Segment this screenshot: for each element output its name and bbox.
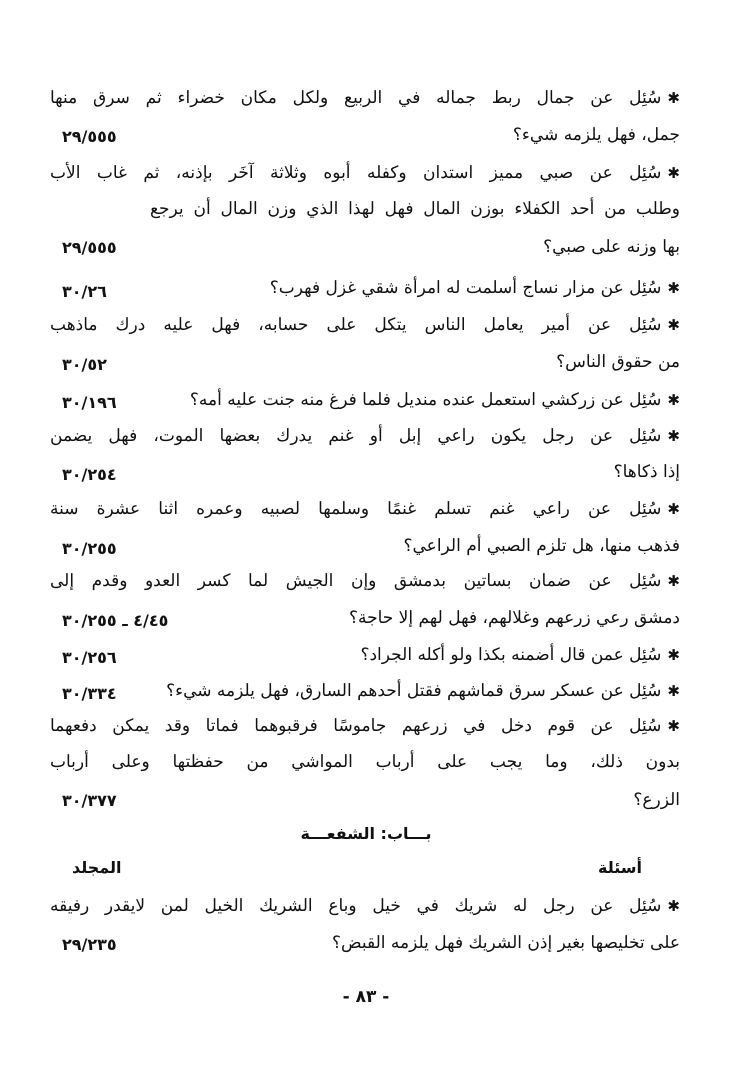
question-line: على تخليصها بغير إذن الشريك فهل يلزمه القبض؟ xyxy=(332,933,680,953)
volume-reference: ٣٠/٣٣٤ xyxy=(62,684,117,703)
question-line: ✱سُئِل عن ضمان بساتين بدمشق وإن الجيش لما كسر العدو وقدم إلى xyxy=(50,571,680,591)
question-line: إذا ذكاها؟ xyxy=(613,462,680,482)
volume-reference: ٣٠/١٩٦ xyxy=(62,393,117,412)
bullet-star-icon: ✱ xyxy=(667,391,680,409)
question-line: من حقوق الناس؟ xyxy=(556,352,680,372)
bullet-star-icon: ✱ xyxy=(667,646,680,664)
question-line: ✱سُئِل عن أمير يعامل الناس يتكل على حسابه، فهل عليه درك ماذهب xyxy=(50,315,680,335)
volume-reference: ٣٠/٢٥٥ xyxy=(62,539,117,558)
question-line: ✱سُئِل عن رجل يكون راعي إبل أو غنم يدرك بعضها الموت، فهل يضمن xyxy=(50,426,680,446)
volume-reference: ٤/٤٥ ـ ٣٠/٢٥٥ xyxy=(62,611,169,630)
question-line: ✱سُئِل عن عسكر سرق قماشهم فقتل أحدهم السارق، فهل يلزمه شيء؟ xyxy=(166,681,680,701)
page-number: - ٨٣ - xyxy=(342,987,390,1007)
volume-reference: ٢٩/٥٥٥ xyxy=(62,127,117,146)
bullet-star-icon: ✱ xyxy=(667,89,680,107)
question-line: جمل، فهل يلزمه شيء؟ xyxy=(512,125,680,145)
question-line: بدون ذلك، وما يجب على أرباب المواشي من حفظتها وعلى أرباب xyxy=(50,752,680,772)
bullet-star-icon: ✱ xyxy=(667,682,680,700)
questions-column-header: أسئلة xyxy=(598,858,642,877)
bullet-star-icon: ✱ xyxy=(667,164,680,182)
question-line: بها وزنه على صبي؟ xyxy=(543,237,680,257)
volume-reference: ٣٠/٥٢ xyxy=(62,355,107,374)
question-line: ✱سُئِل عن مزار نساج أسلمت له امرأة شقي غزل فهرب؟ xyxy=(269,278,680,298)
question-line: ✱سُئِل عن جمال ربط جماله في الربيع ولكل مكان خضراء ثم سرق منها xyxy=(50,88,680,108)
bullet-star-icon: ✱ xyxy=(667,279,680,297)
volume-reference: ٣٠/٢٥٦ xyxy=(62,648,117,667)
question-line: ✱سُئِل عمن قال أضمنه بكذا ولو أكله الجراد؟ xyxy=(360,645,680,665)
volume-reference: ٣٠/٢٥٤ xyxy=(62,465,117,484)
bullet-star-icon: ✱ xyxy=(667,717,680,735)
bullet-star-icon: ✱ xyxy=(667,316,680,334)
question-line: الزرع؟ xyxy=(633,790,680,810)
question-line: دمشق رعي زرعهم وغلالهم، فهل لهم إلا حاجة؟ xyxy=(348,608,680,628)
volume-reference: ٣٠/٣٧٧ xyxy=(62,791,117,810)
bullet-star-icon: ✱ xyxy=(667,427,680,445)
question-line: ✱سُئِل عن صبي مميز استدان وكفله أبوه وثلاثة آخَر بإذنه، ثم غاب الأب xyxy=(50,163,680,183)
question-line: ✱سُئِل عن قوم دخل في زرعهم جاموسًا فرقبوهما فماتا وقد يمكن دفعهما xyxy=(50,716,680,736)
bullet-star-icon: ✱ xyxy=(667,500,680,518)
volume-reference: ٢٩/٥٥٥ xyxy=(62,238,117,257)
bullet-star-icon: ✱ xyxy=(667,572,680,590)
volume-reference: ٢٩/٢٣٥ xyxy=(62,935,117,954)
section-title: بـــاب: الشفعـــة xyxy=(300,824,432,843)
question-line: فذهب منها، هل تلزم الصبي أم الراعي؟ xyxy=(403,536,680,556)
question-line: ✱سُئِل عن رجل له شريك في خيل وباع الشريك الخيل لمن لايقدر رفيقه xyxy=(50,896,680,916)
question-line: وطلب من أحد الكفلاء بوزن المال فهل لهذا الذي وزن المال أن يرجع xyxy=(150,199,680,219)
volume-column-header: المجلد xyxy=(72,858,122,877)
bullet-star-icon: ✱ xyxy=(667,897,680,915)
volume-reference: ٣٠/٢٦ xyxy=(62,282,107,301)
question-line: ✱سُئِل عن راعي غنم تسلم غنمًا وسلمها لصبيه وعمره اثنا عشرة سنة xyxy=(50,499,680,519)
question-line: ✱سُئِل عن زركشي استعمل عنده منديل فلما فرغ منه جنت عليه أمه؟ xyxy=(189,390,680,410)
